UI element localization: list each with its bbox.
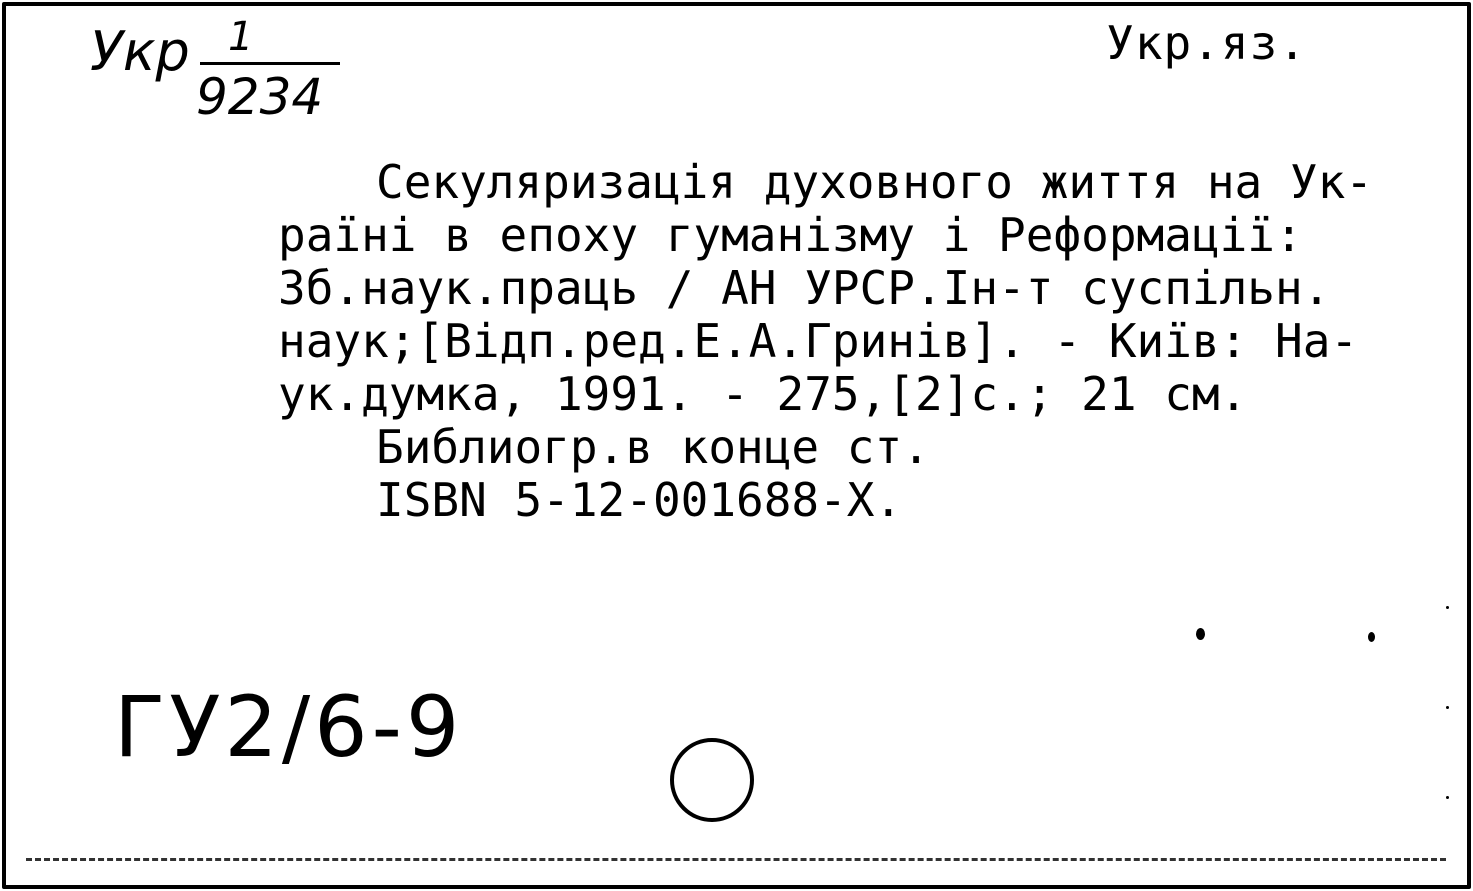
scan-speck <box>1446 796 1449 799</box>
bibliography-note: Библиогр.в конце ст. <box>376 420 930 474</box>
scan-speck <box>1446 706 1449 709</box>
entry-line-2: раїні в епоху гуманізму і Реформації: <box>278 208 1303 262</box>
entry-line-1: Секуляризація духовного життя на Ук- <box>376 155 1373 209</box>
scan-speck <box>1196 628 1205 640</box>
bibliographic-entry <box>278 156 1458 527</box>
catalog-card <box>2 2 1471 889</box>
classification-code: ГУ2/6-9 <box>114 678 464 776</box>
shelf-mark-fraction-bar <box>200 62 340 65</box>
language-label: Укр.яз. <box>1106 16 1307 70</box>
scan-speck <box>1368 632 1375 642</box>
card-bottom-rule <box>26 858 1446 861</box>
shelf-mark-numerator: 1 <box>228 14 254 60</box>
shelf-mark-prefix: Укр <box>90 20 190 83</box>
entry-line-3: Зб.наук.праць / АН УРСР.Ін-т суспільн. <box>278 261 1331 315</box>
card-punch-hole <box>670 738 754 822</box>
entry-line-5: ук.думка, 1991. - 275,[2]с.; 21 см. <box>278 367 1248 421</box>
isbn-line: ISBN 5-12-001688-X. <box>376 473 903 527</box>
entry-line-4: наук;[Відп.ред.Е.А.Гринів]. - Київ: На- <box>278 314 1359 368</box>
scan-speck <box>1446 606 1449 609</box>
shelf-mark-denominator: 9234 <box>196 68 324 126</box>
